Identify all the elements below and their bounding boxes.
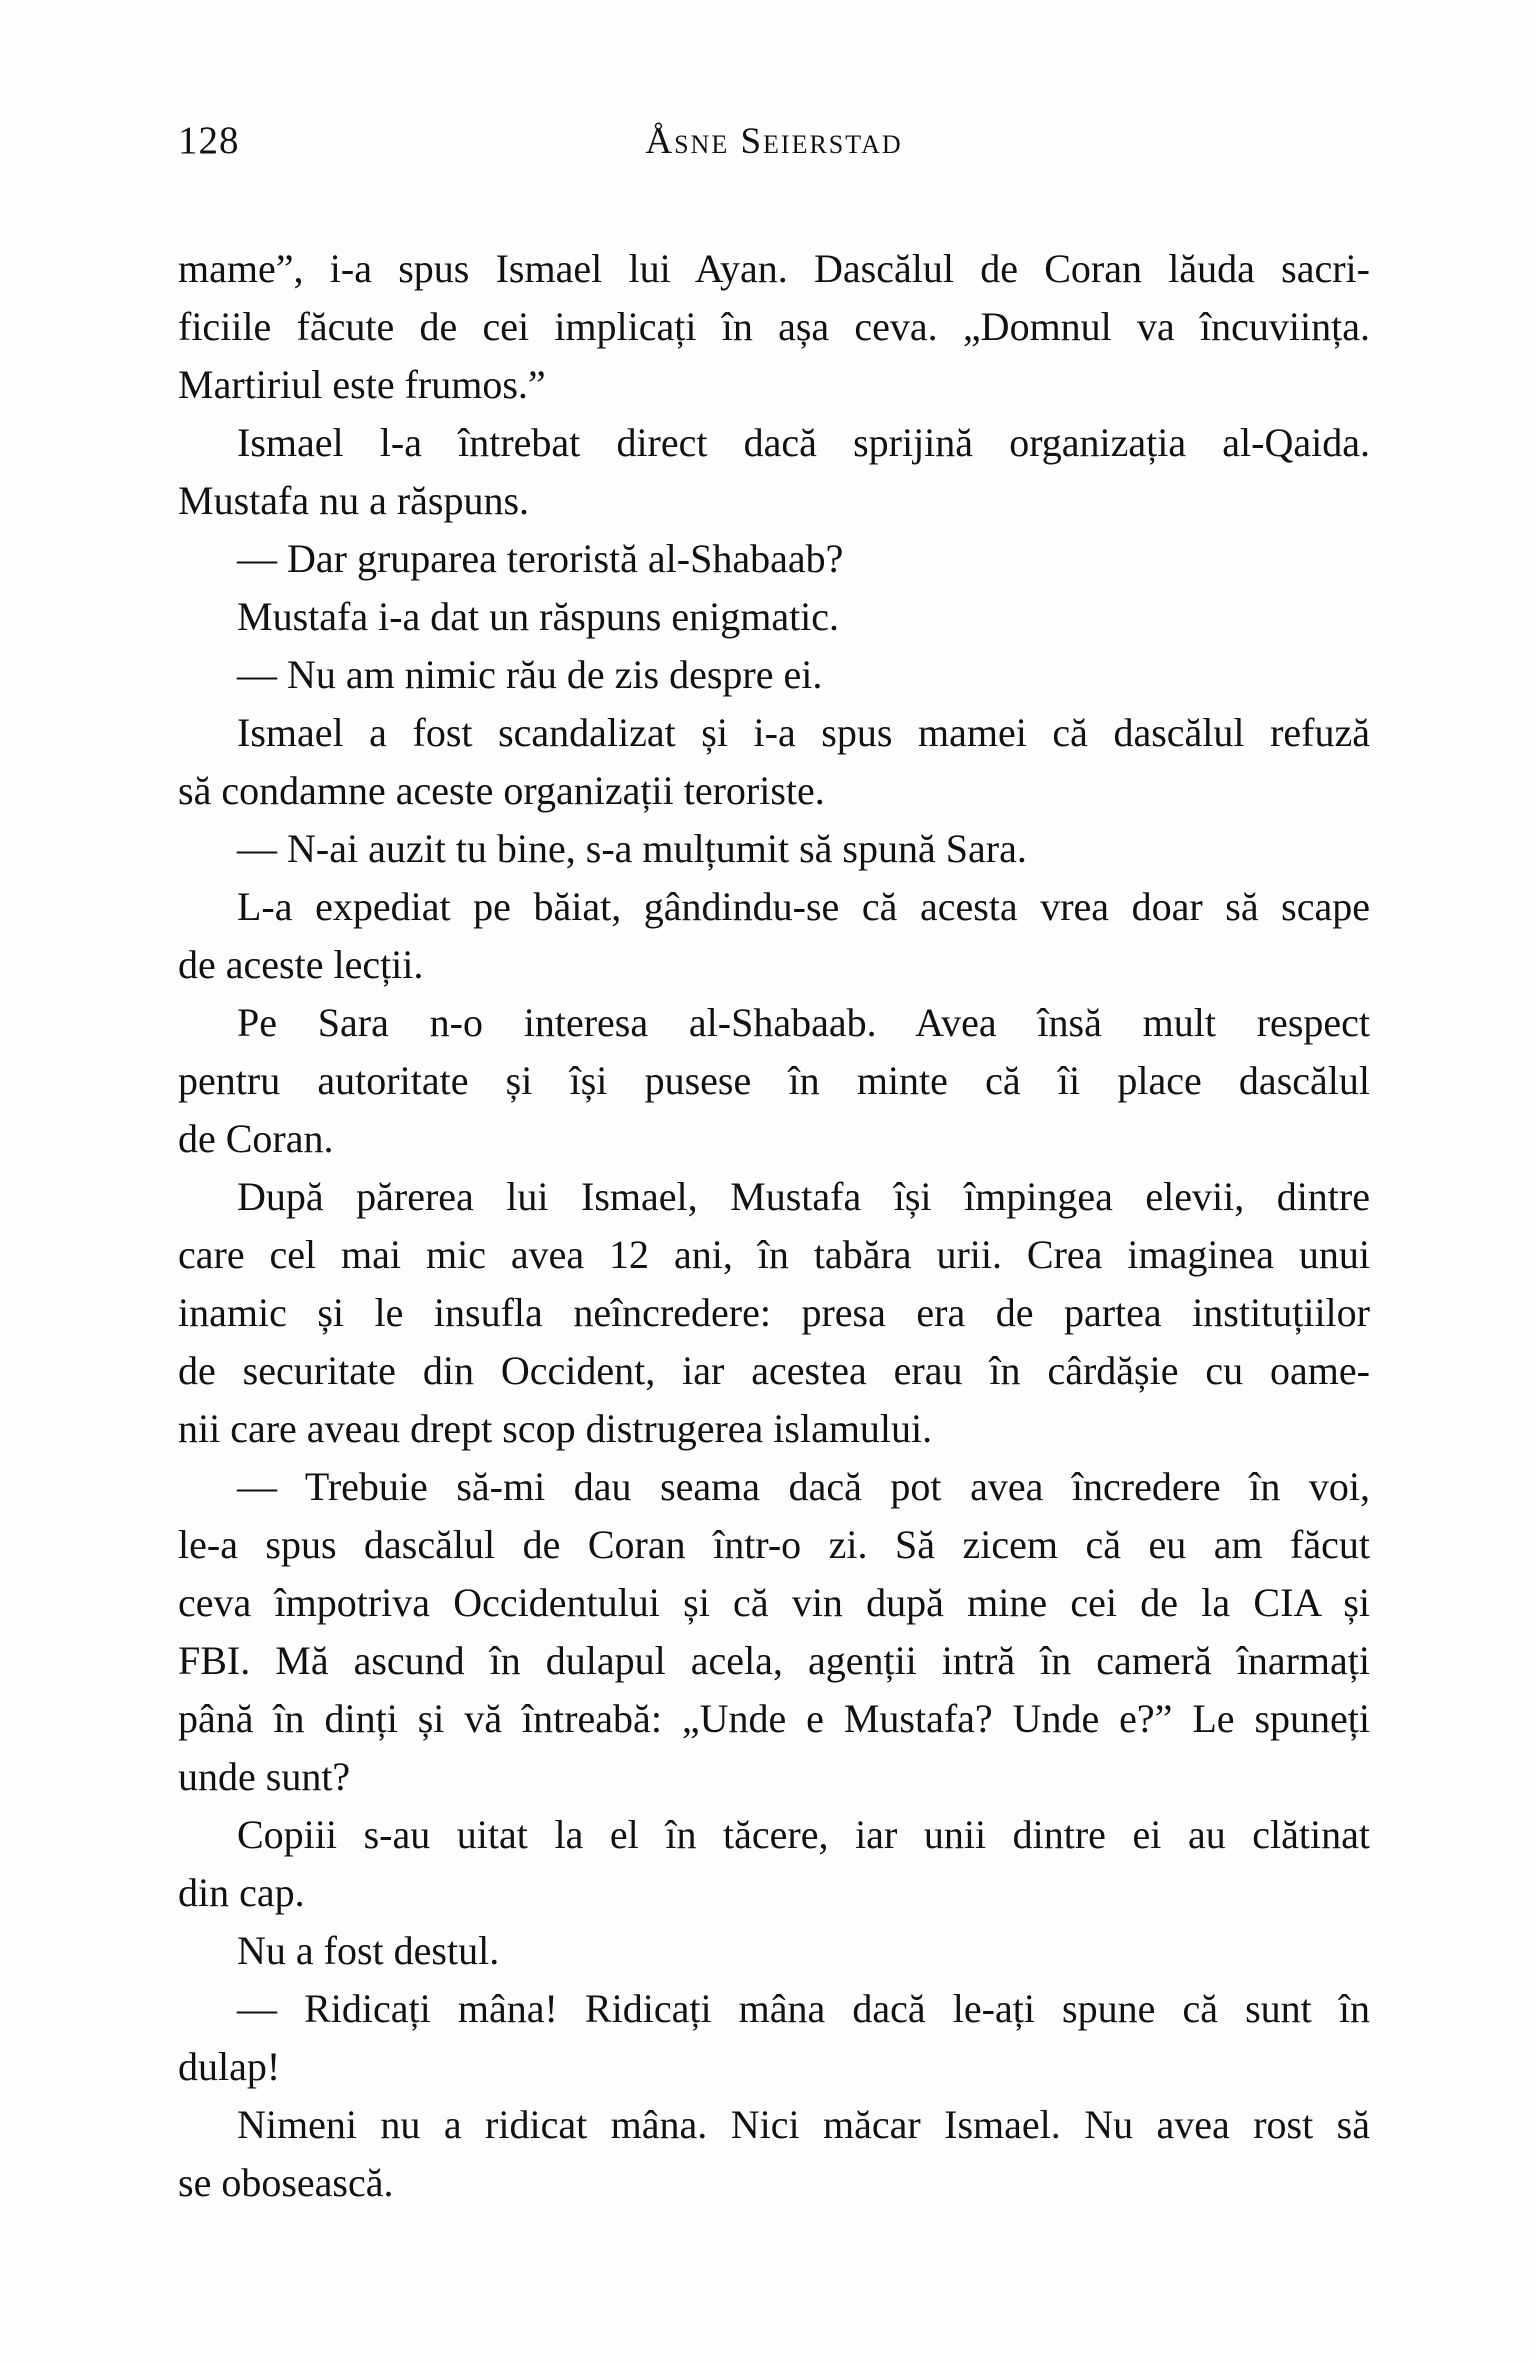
text-line: Mustafa nu a răspuns. — [178, 478, 530, 523]
text-line: ceva împotriva Occidentului și că vin după mine cei de la CIA și — [178, 1580, 1370, 1625]
text-line: până în dinți și vă întreabă: „Unde e Mustafa? Unde e?” Le spuneți — [178, 1696, 1370, 1741]
text-line: — Ridicați mâna! Ridicați mâna dacă le-ați spune că sunt în — [237, 1986, 1370, 2031]
text-line: ficiile făcute de cei implicați în așa ceva. „Domnul va încuviința. — [178, 304, 1370, 349]
text-line: Ismael l-a întrebat direct dacă sprijină organizația al-Qaida. — [237, 420, 1370, 465]
text-line: — N-ai auzit tu bine, s-a mulțumit să spună Sara. — [237, 826, 1027, 871]
text-line: Nimeni nu a ridicat mâna. Nici măcar Ismael. Nu avea rost să — [237, 2102, 1370, 2147]
text-line: Nu a fost destul. — [237, 1928, 500, 1973]
text-line: le-a spus dascălul de Coran într-o zi. Să zicem că eu am făcut — [178, 1522, 1370, 1567]
text-line: de Coran. — [178, 1116, 334, 1161]
page-number: 128 — [178, 119, 240, 162]
text-line: pentru autoritate și își pusese în minte că îi place dascălul — [178, 1058, 1370, 1103]
text-line: Ismael a fost scandalizat și i-a spus mamei că dascălul refuză — [237, 710, 1370, 755]
text-line: Copiii s-au uitat la el în tăcere, iar unii dintre ei au clătinat — [237, 1812, 1370, 1857]
text-line: — Dar gruparea teroristă al-Shabaab? — [237, 536, 844, 581]
text-line: să condamne aceste organizații teroriste. — [178, 768, 825, 813]
text-line: — Trebuie să-mi dau seama dacă pot avea încredere în voi, — [237, 1464, 1370, 1509]
text-line: inamic și le insufla neîncredere: presa era de partea instituțiilor — [178, 1290, 1370, 1335]
text-line: dulap! — [178, 2044, 281, 2089]
text-line: de aceste lecții. — [178, 942, 424, 987]
text-line: care cel mai mic avea 12 ani, în tabăra urii. Crea imaginea unui — [178, 1232, 1370, 1277]
page-header — [178, 118, 1370, 168]
text-line: de securitate din Occident, iar acestea erau în cârdășie cu oame- — [178, 1348, 1370, 1393]
text-line: din cap. — [178, 1870, 305, 1915]
text-line: se obosească. — [178, 2160, 394, 2205]
text-line: FBI. Mă ascund în dulapul acela, agenții intră în cameră înarmați — [178, 1638, 1370, 1683]
text-line: După părerea lui Ismael, Mustafa își împingea elevii, dintre — [237, 1174, 1370, 1219]
running-head: Åsne Seierstad — [645, 121, 903, 162]
text-line: Mustafa i-a dat un răspuns enigmatic. — [237, 594, 840, 639]
text-line: — Nu am nimic rău de zis despre ei. — [237, 652, 823, 697]
text-line: L-a expediat pe băiat, gândindu-se că acesta vrea doar să scape — [237, 884, 1370, 929]
text-line: unde sunt? — [178, 1754, 351, 1799]
body-text — [178, 240, 1370, 2212]
text-line: mame”, i-a spus Ismael lui Ayan. Dascălul de Coran lăuda sacri- — [178, 246, 1370, 291]
text-line: nii care aveau drept scop distrugerea islamului. — [178, 1406, 933, 1451]
text-line: Martiriul este frumos.” — [178, 362, 546, 407]
text-line: Pe Sara n-o interesa al-Shabaab. Avea însă mult respect — [237, 1000, 1370, 1045]
